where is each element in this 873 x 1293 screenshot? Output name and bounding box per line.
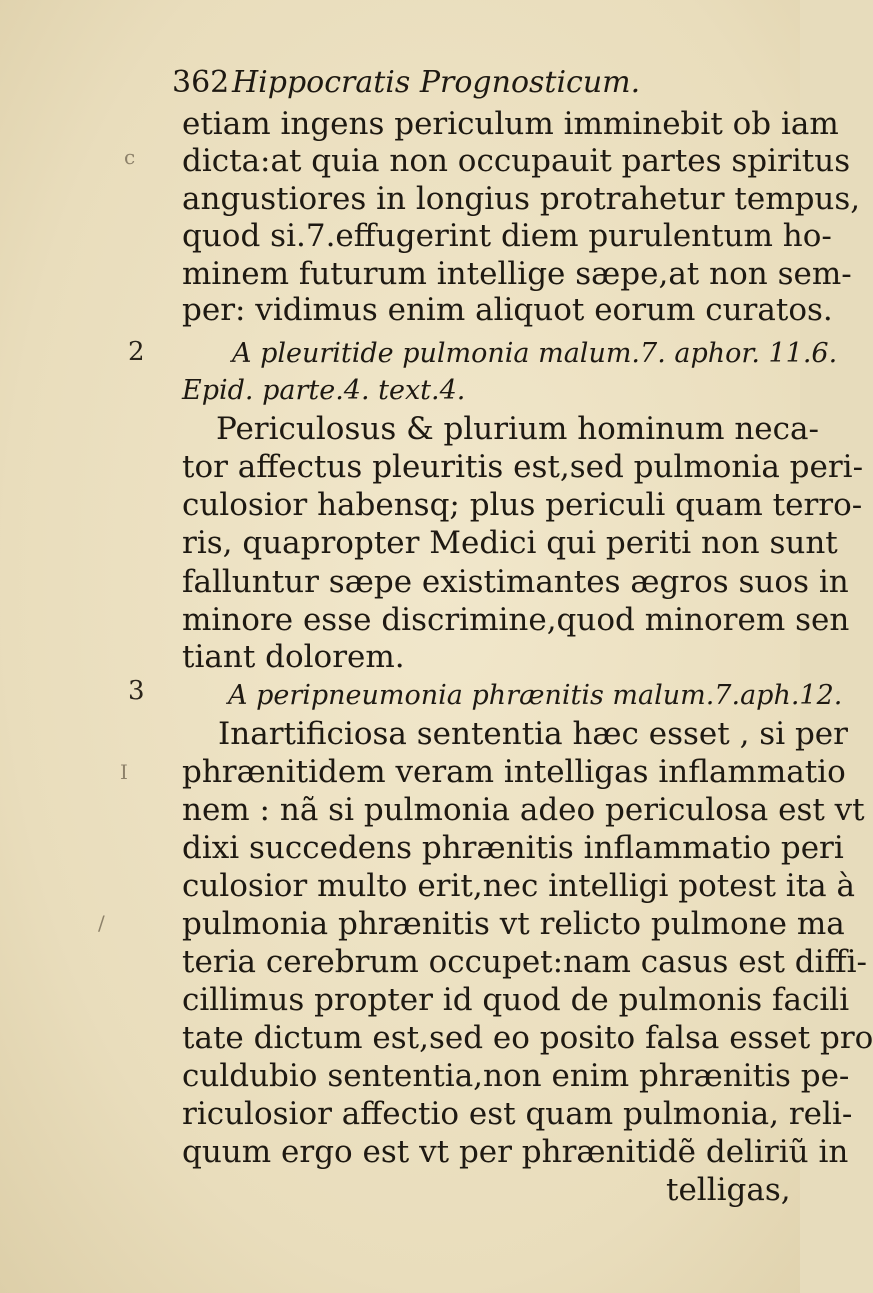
margin-note: I [120, 760, 128, 784]
text-line: falluntur sæpe existimantes ægros suos in [182, 564, 849, 600]
margin-note: / [98, 911, 105, 935]
text-line: nem : nã si pulmonia adeo periculosa est vt [182, 792, 865, 828]
text-line: minore esse discrimine,quod minorem sen [182, 602, 850, 638]
text-line: angustiores in longius protrahetur tempus, [182, 181, 861, 217]
text-line: tate dictum est,sed eo posito falsa esset pro [182, 1020, 873, 1056]
text-line: pulmonia phrænitis vt relicto pulmone ma [182, 906, 845, 942]
text-line: Inartificiosa sententia hæc esset , si per [218, 716, 848, 752]
section-heading: A pleuritide pulmonia malum.7. aphor. 11.6. [232, 338, 838, 369]
text-line: tiant dolorem. [182, 639, 405, 675]
text-line: per: vidimus enim aliquot eorum curatos. [182, 292, 833, 328]
text-line: quod si.7.effugerint diem purulentum ho- [182, 218, 832, 254]
margin-note: c [124, 145, 136, 169]
margin-note: 3 [128, 676, 145, 706]
text-line: culosior multo erit,nec intelligi potest ita à [182, 868, 855, 904]
text-line: dixi succedens phrænitis inflammatio peri [182, 830, 844, 866]
text-line: minem futurum intellige sæpe,at non sem- [182, 256, 852, 292]
running-title: Hippocratis Prognosticum. [232, 65, 641, 100]
section-heading: A peripneumonia phrænitis malum.7.aph.12. [228, 680, 843, 711]
text-line: phrænitidem veram intelligas inflammatio [182, 754, 846, 790]
text-line: culdubio sententia,non enim phrænitis pe- [182, 1058, 850, 1094]
text-line: etiam ingens periculum imminebit ob iam [182, 106, 839, 142]
text-line: Periculosus & plurium hominum neca- [216, 411, 819, 447]
text-line: quum ergo est vt per phrænitidẽ deliriũ in [182, 1134, 849, 1170]
text-line: culosior habensq; plus periculi quam terro- [182, 487, 863, 523]
catchword: telligas, [666, 1172, 791, 1208]
text-line: ris, quapropter Medici qui periti non sunt [182, 525, 838, 561]
text-line: dicta:at quia non occupauit partes spiritus [182, 143, 851, 179]
text-line: cillimus propter id quod de pulmonis facili [182, 982, 850, 1018]
page-number: 362 [172, 65, 230, 100]
page-header [172, 62, 732, 104]
text-line: tor affectus pleuritis est,sed pulmonia peri- [182, 449, 864, 485]
section-heading: Epid. parte.4. text.4. [182, 375, 466, 406]
text-line: riculosior affectio est quam pulmonia, reli- [182, 1096, 853, 1132]
text-line: teria cerebrum occupet:nam casus est diffi- [182, 944, 867, 980]
margin-note: 2 [128, 337, 145, 367]
